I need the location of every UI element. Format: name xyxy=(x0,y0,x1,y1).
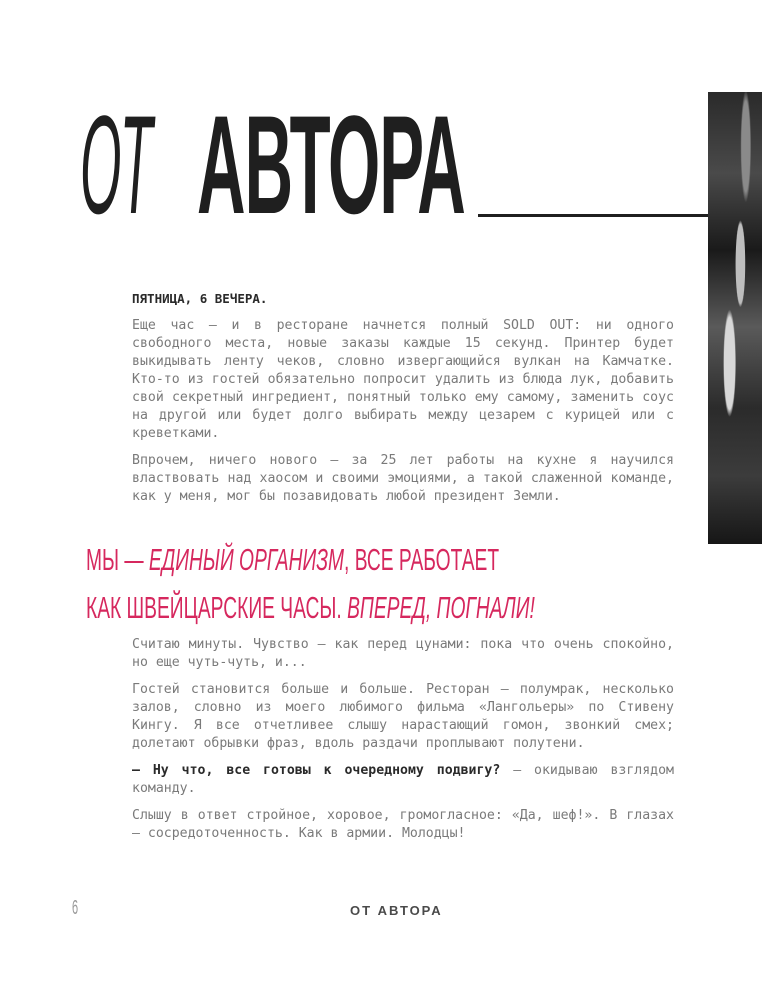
running-head: ОТ АВТОРА xyxy=(350,903,443,918)
quote-line-2: КАК ШВЕЙЦАРСКИЕ ЧАСЫ. ВПЕРЕД, ПОГНАЛИ! xyxy=(86,590,535,625)
title-rule xyxy=(478,214,714,217)
paragraph-3: Считаю минуты. Чувство — как перед цунами: пока что очень спокойно, но еще чуть-чуть, и... xyxy=(132,637,674,670)
chef-photo xyxy=(708,92,762,544)
dialogue-rest: — окидываю взглядом команду. xyxy=(132,763,674,796)
page-title xyxy=(80,86,477,243)
title-italic: ОТ xyxy=(80,86,151,243)
page-number: 6 xyxy=(72,897,79,919)
paragraph-2: Впрочем, ничего нового — за 25 лет работы на кухне я научился властвовать над хаосом и своими эмоциями, а такой слаженной команде, как у меня, мог бы позавидовать любой президент Земли. xyxy=(132,453,674,504)
intro-text xyxy=(132,290,674,515)
body-text xyxy=(132,636,674,852)
pull-quote xyxy=(86,536,726,632)
title-bold: АВТОРА xyxy=(197,86,465,243)
paragraph-6: Слышу в ответ стройное, хоровое, громогласное: «Да, шеф!». В глазах — сосредоточенность. Как в армии. Молодцы! xyxy=(132,808,674,841)
paragraph-1: Еще час — и в ресторане начнется полный SOLD OUT: ни одного свободного места, новые заказы каждые 15 секунд. Принтер будет выкидывать ленту чеков, словно извергающийся вулкан на Камчатке. Кто-то из гостей обязательно попросит удалить из блюда лук, добавить свой секретный ингредиент, понятный только ему самому, заменить соус на другой или будет долго выбирать между цезарем с курицей или с креветками. xyxy=(132,318,674,441)
eyebrow: ПЯТНИЦА, 6 ВЕЧЕРА. xyxy=(132,291,268,306)
dialogue-bold: — Ну что, все готовы к очередному подвигу? xyxy=(132,763,501,778)
paragraph-5 xyxy=(132,762,674,798)
paragraph-4: Гостей становится больше и больше. Ресторан — полумрак, несколько залов, словно из моего любимого фильма «Лангольеры» по Стивену Кингу. Я все отчетливее слышу нарастающий гомон, звонкий смех; долетают обрывки фраз, вдоль раздачи проплывают полутени. xyxy=(132,682,674,751)
quote-line-1: МЫ — ЕДИНЫЙ ОРГАНИЗМ, ВСЕ РАБОТАЕТ xyxy=(86,542,500,577)
